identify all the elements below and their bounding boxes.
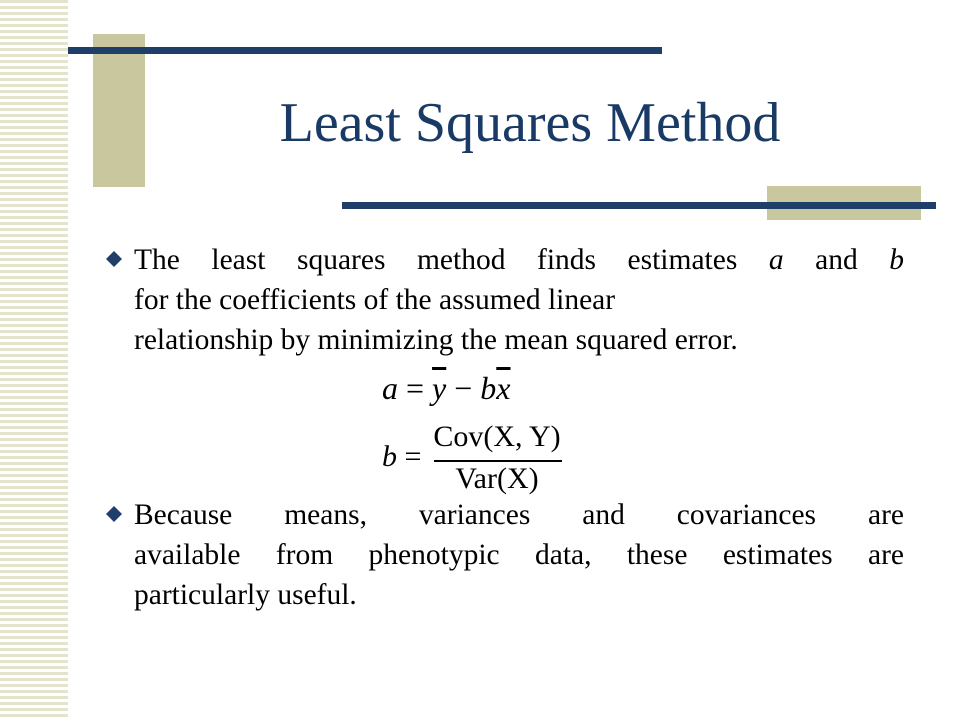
formula-intercept: $a = \overline{y} - b\overline{x}$ xyxy=(382,370,511,406)
bullet-2-line-3: particularly useful. xyxy=(134,579,357,611)
bullet-1-line-2: for the coefficients of the assumed linear xyxy=(134,284,616,316)
olive-vertical-bar xyxy=(93,34,145,187)
bullet-2-line-1: Because means, variances and covariances are xyxy=(134,499,904,531)
slide-title: Least Squares Method xyxy=(279,92,781,154)
diamond-bullet-icon xyxy=(104,504,124,524)
fraction-denominator: Var(X) xyxy=(455,462,539,495)
formula-slope-lhs: b = xyxy=(382,440,422,473)
bullet-1-text xyxy=(134,240,904,360)
bullet-1-line-1: The least squares method finds estimates a and b xyxy=(134,244,904,276)
x-bar: $\overline{x}$ xyxy=(496,370,511,406)
variable-b: b xyxy=(889,244,904,276)
bullet-2-line-2: available from phenotypic data, these estimates are xyxy=(134,539,904,571)
navy-top-rule xyxy=(68,47,662,54)
y-bar: $\overline{y}$ xyxy=(432,370,447,406)
variable-a: a xyxy=(768,244,784,276)
bullet-2-text xyxy=(134,495,904,615)
bullet-1-line-3: relationship by minimizing the mean squared error. xyxy=(134,324,738,356)
diamond-bullet-icon xyxy=(104,249,124,269)
left-striped-border xyxy=(0,0,68,720)
navy-middle-rule xyxy=(342,202,936,209)
fraction-numerator: Cov(X, Y) xyxy=(433,420,561,453)
